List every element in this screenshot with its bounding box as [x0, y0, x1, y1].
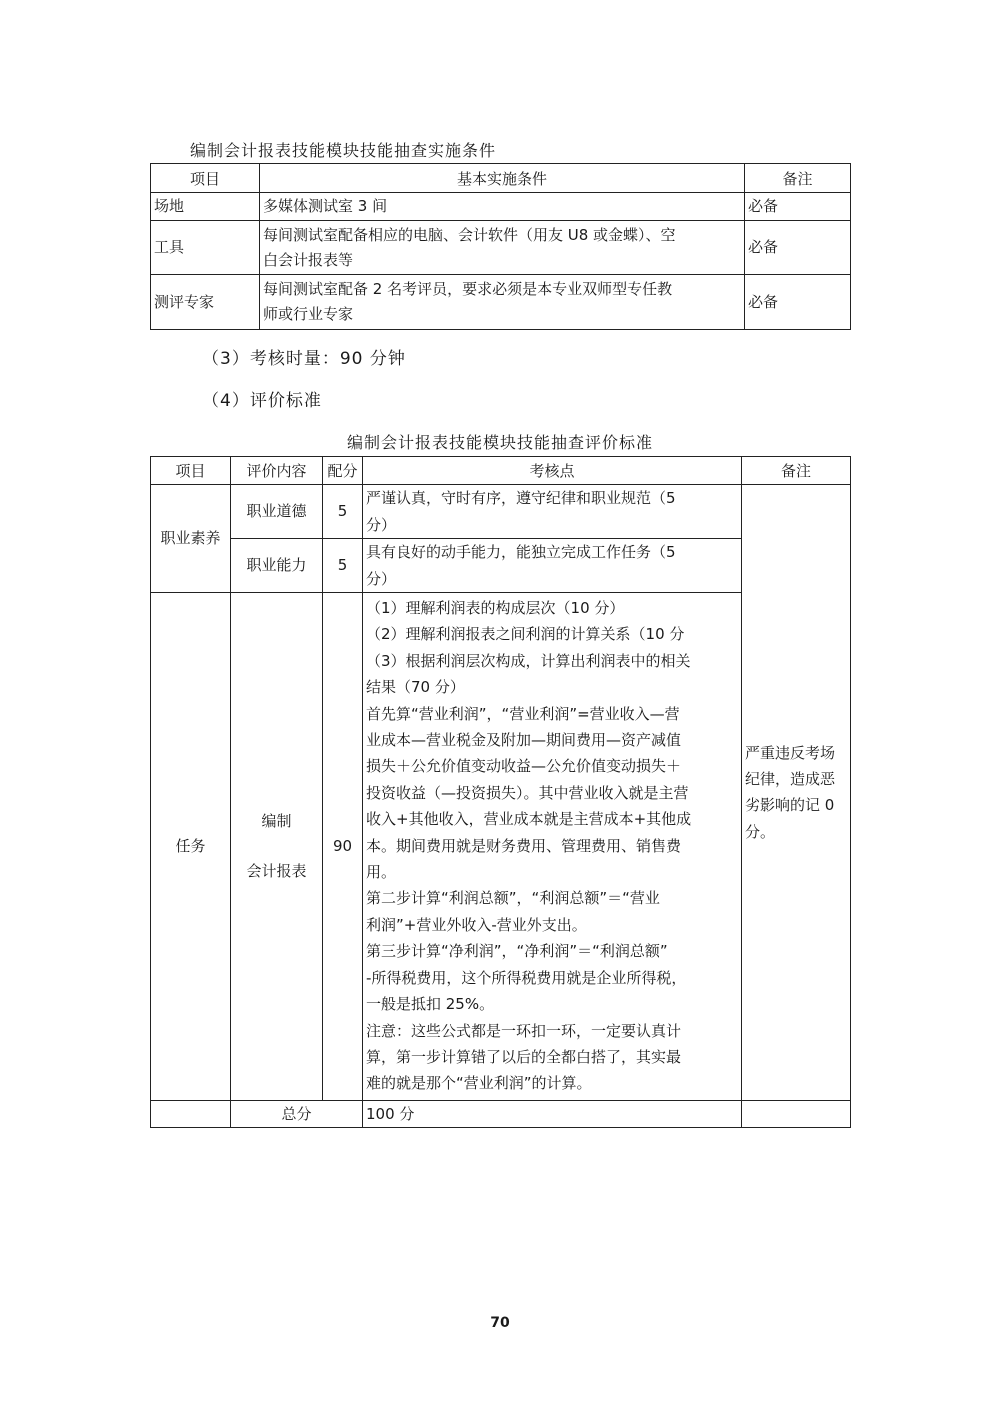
- row-points: [363, 539, 742, 593]
- point-line: 首先算“营业利润”，“营业利润”=营业收入—营: [366, 704, 680, 723]
- condition-line: 师或行业专家: [263, 305, 354, 323]
- table-row: [151, 193, 851, 221]
- point-line: （3）根据利润层次构成，计算出利润表中的相关: [366, 651, 691, 670]
- row-item: 测评专家: [151, 275, 260, 330]
- row-note: 必备: [745, 193, 851, 221]
- point-line: 一般是抵扣 25%。: [366, 995, 495, 1014]
- point-line: 利润”+营业外收入-营业外支出。: [366, 915, 587, 934]
- header-score: 配分: [323, 457, 363, 485]
- header-item: 项目: [151, 457, 231, 485]
- total-note-cell: [742, 1100, 851, 1127]
- table-row: [151, 275, 851, 330]
- header-conditions: 基本实施条件: [260, 164, 745, 193]
- note-line: 分。: [745, 822, 776, 841]
- point-line: 分）: [366, 569, 397, 588]
- row-item: 工具: [151, 221, 260, 275]
- row-content: 职业能力: [231, 539, 323, 593]
- assessment-duration: （3）考核时量：90 分钟: [202, 349, 406, 369]
- row-conditions: [260, 221, 745, 275]
- point-line: 具有良好的动手能力，能独立完成工作任务（5: [366, 543, 676, 562]
- header-points: 考核点: [363, 457, 742, 485]
- table-row: [151, 221, 851, 275]
- row-note: 必备: [745, 221, 851, 275]
- point-line: 收入+其他收入，营业成本就是主营成本+其他成: [366, 810, 692, 829]
- row-content: 职业道德: [231, 485, 323, 539]
- note-line: 劣影响的记 0: [745, 796, 835, 815]
- point-line: 业成本—营业税金及附加—期间费用—资产减值: [366, 731, 682, 750]
- row-conditions: [260, 193, 745, 221]
- table2-caption: 编制会计报表技能模块技能抽查评价标准: [346, 433, 653, 452]
- table-header-row: [151, 457, 851, 485]
- evaluation-table: [150, 456, 851, 1128]
- point-line: -所得税费用，这个所得税费用就是企业所得税，: [366, 968, 687, 987]
- header-note: 备注: [742, 457, 851, 485]
- point-line: 注意：这些公式都是一环扣一环，一定要认真计: [366, 1021, 682, 1040]
- condition-line: 每间测试室配备相应的电脑、会计软件（用友 U8 或金蝶）、空: [263, 225, 676, 244]
- row-score: 90: [323, 593, 363, 1101]
- point-line: 损失＋公允价值变动收益—公允价值变动损失＋: [366, 757, 682, 776]
- point-line: （1）理解利润表的构成层次（10 分）: [366, 599, 625, 617]
- point-line: 第二步计算“利润总额”，“利润总额”＝“营业: [366, 889, 660, 908]
- point-line: 投资收益（—投资损失）。其中营业收入就是主营: [366, 783, 689, 802]
- row-points: [363, 485, 742, 539]
- total-value: 100 分: [363, 1100, 742, 1127]
- conditions-table: [150, 163, 851, 330]
- header-content: 评价内容: [231, 457, 323, 485]
- total-label: 总分: [231, 1100, 363, 1127]
- content-line: 编制: [261, 811, 292, 830]
- point-line: 严谨认真，守时有序，遵守纪律和职业规范（5: [366, 489, 676, 508]
- point-line: 用。: [366, 863, 397, 882]
- row-item: 场地: [151, 193, 260, 221]
- evaluation-standard-heading: （4）评价标准: [202, 391, 322, 411]
- row-content: [231, 593, 323, 1101]
- point-line: 本。期间费用就是财务费用、管理费用、销售费: [366, 836, 682, 855]
- row-note: [742, 485, 851, 1101]
- header-note: 备注: [745, 164, 851, 193]
- header-item: 项目: [151, 164, 260, 193]
- content-line: 会计报表: [246, 862, 307, 881]
- note-line: 纪律，造成恶: [745, 769, 836, 788]
- point-line: 结果（70 分）: [366, 678, 465, 697]
- total-empty-cell: [151, 1100, 231, 1127]
- page-number: 70: [490, 1315, 510, 1331]
- row-points: [363, 593, 742, 1101]
- note-line: 严重违反考场: [745, 743, 836, 762]
- table-header-row: [151, 164, 851, 193]
- row-note: 必备: [745, 275, 851, 330]
- table1-caption: 编制会计报表技能模块技能抽查实施条件: [190, 141, 497, 160]
- point-line: 难的就是那个“营业利润”的计算。: [366, 1074, 592, 1093]
- row-score: 5: [323, 539, 363, 593]
- point-line: 第三步计算“净利润”，“净利润”＝“利润总额”: [366, 942, 668, 961]
- group-item: 任务: [151, 593, 231, 1101]
- point-line: （2）理解利润报表之间利润的计算关系（10 分: [366, 625, 685, 644]
- row-conditions: [260, 275, 745, 330]
- condition-line: 白会计报表等: [263, 250, 354, 269]
- table-row: [151, 485, 851, 539]
- point-line: 算，第一步计算错了以后的全都白搭了，其实最: [366, 1047, 682, 1066]
- condition-line: 多媒体测试室 3 间: [263, 197, 388, 215]
- point-line: 分）: [366, 515, 397, 534]
- group-item: 职业素养: [151, 485, 231, 593]
- total-row: [151, 1100, 851, 1127]
- row-score: 5: [323, 485, 363, 539]
- condition-line: 每间测试室配备 2 名考评员，要求必须是本专业双师型专任教: [263, 280, 673, 298]
